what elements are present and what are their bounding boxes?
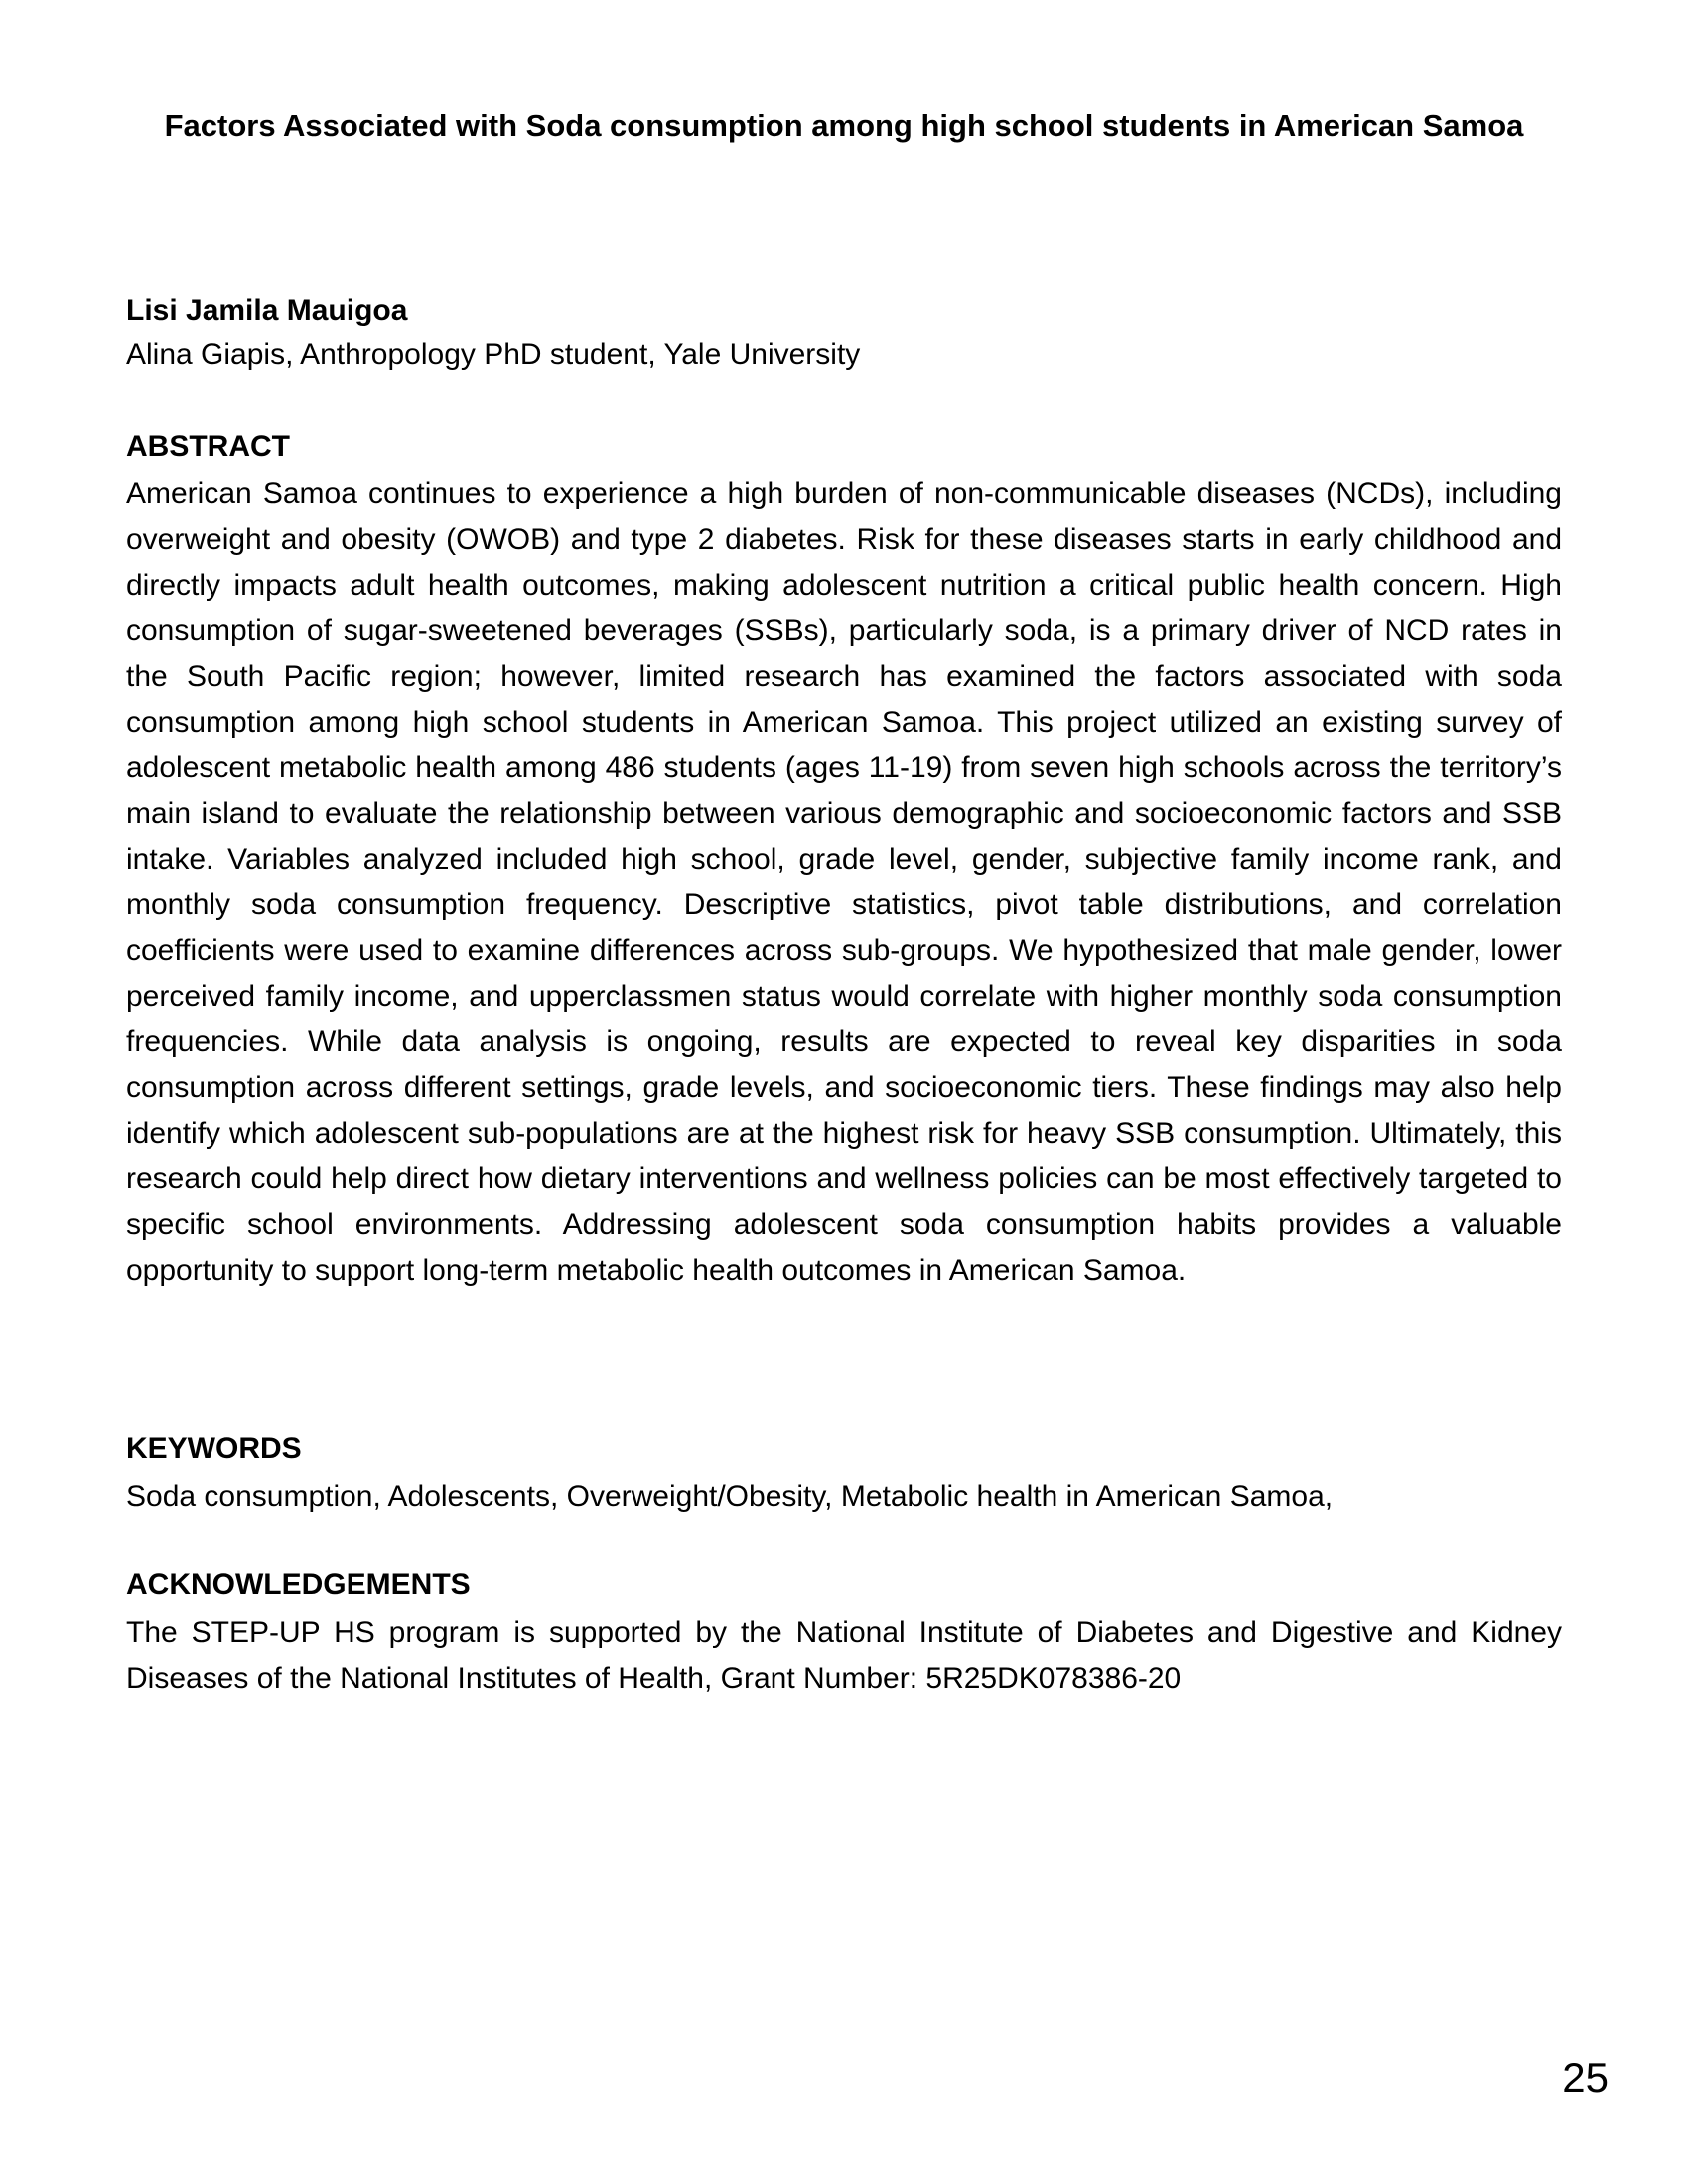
keywords-heading: KEYWORDS	[126, 1433, 302, 1465]
abstract-heading: ABSTRACT	[126, 430, 290, 463]
document-page	[126, 0, 1562, 2184]
mentor-affiliation: Alina Giapis, Anthropology PhD student, Yale University	[126, 339, 861, 371]
acknowledgements-heading: ACKNOWLEDGEMENTS	[126, 1569, 471, 1601]
acknowledgements-body: The STEP-UP HS program is supported by the National Institute of Diabetes and Digestive and Kidney Diseases of the National Institutes of Health, Grant Number: 5R25DK078386-20	[126, 1616, 1562, 1695]
author-name: Lisi Jamila Mauigoa	[126, 294, 408, 327]
abstract-body: American Samoa continues to experience a high burden of non-communicable diseases (NCDs), including overweight and obesity (OWOB) and type 2 diabetes. Risk for these diseases starts in early childhood and directly impacts adult health outcomes, making adolescent nutrition a critical public health concern. High consumption of sugar-sweetened beverages (SSBs), particularly soda, is a primary driver of NCD rates in the South Pacific region; however, limited research has examined the factors associated with soda consumption among high school students in American Samoa. This project utilized an existing survey of adolescent metabolic health among 486 students (ages 11-19) from seven high schools across the territory’s main island to evaluate the relationship between various demographic and socioeconomic factors and SSB intake. Variables analyzed included high school, grade level, gender, subjective family income rank, and monthly soda consumption frequency. Descriptive statistics, pivot table distributions, and correlation coefficients were used to examine differences across sub-groups. We hypothesized that male gender, lower perceived family income, and upperclassmen status would correlate with higher monthly soda consumption frequencies. While data analysis is ongoing, results are expected to reveal key disparities in soda consumption across different settings, grade levels, and socioeconomic tiers. These findings may also help identify which adolescent sub-populations are at the highest risk for heavy SSB consumption. Ultimately, this research could help direct how dietary interventions and wellness policies can be most effectively targeted to specific school environments. Addressing adolescent soda consumption habits provides a valuable opportunity to support long-term metabolic health outcomes in American Samoa.	[126, 478, 1562, 1287]
paper-title: Factors Associated with Soda consumption among high school students in American Samoa	[164, 108, 1524, 143]
page-number: 25	[1562, 2054, 1609, 2101]
keywords-body: Soda consumption, Adolescents, Overweight/Obesity, Metabolic health in American Samoa,	[126, 1480, 1334, 1513]
